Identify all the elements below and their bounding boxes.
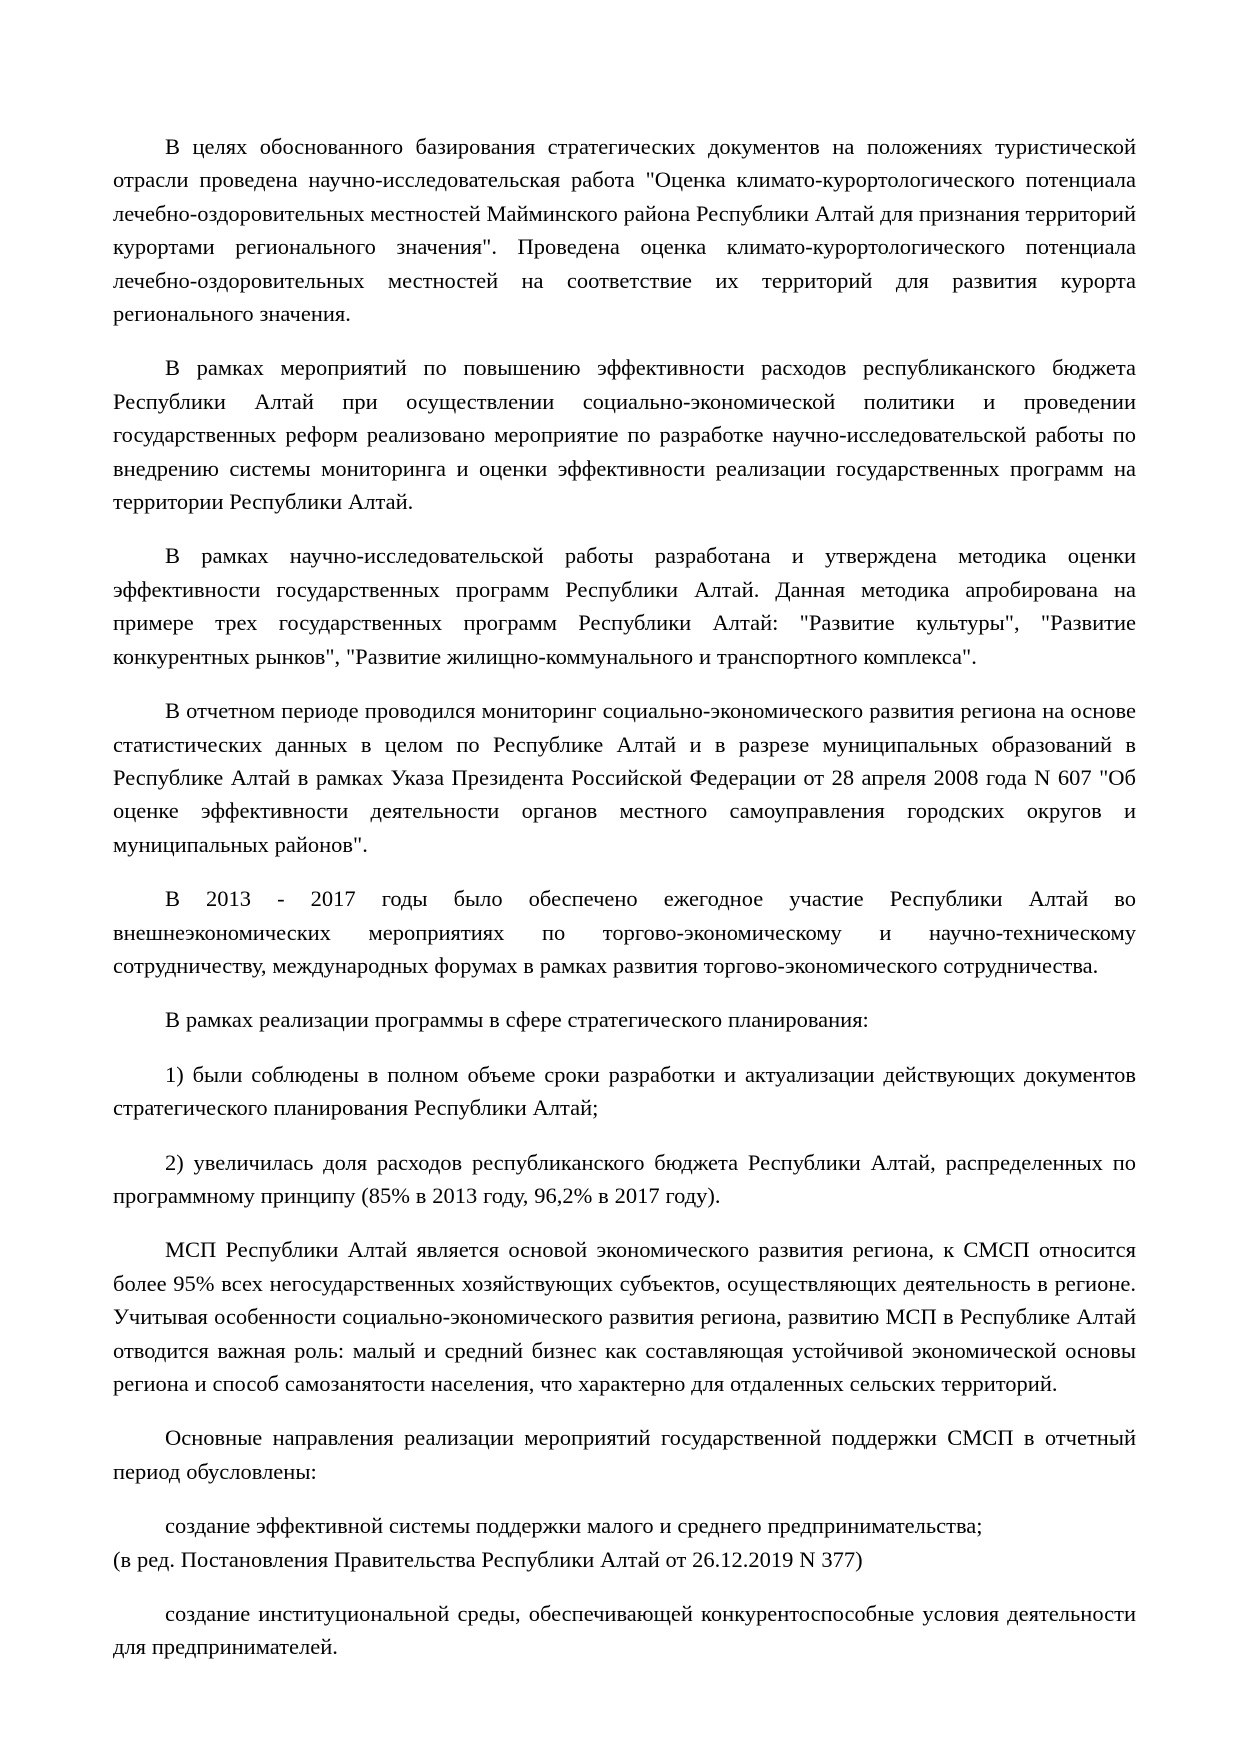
- paragraph-tourism-research: В целях обоснованного базирования стратегических документов на положениях туристической отрасли проведена научно-исследовательская работа "Оценка климато-курортологического потенциала лечебно-оздоровительных местностей Майминского района Республики Алтай для признания территорий курортами регионального значения". Проведена оценка климато-курортологического потенциала лечебно-оздоровительных местностей на соответствие их территорий для развития курорта регионального значения.: [113, 134, 1136, 327]
- list-item-1: 1) были соблюдены в полном объеме сроки разработки и актуализации действующих документов стратегического планирования Республики Алтай;: [113, 1061, 1136, 1121]
- paragraph-methodology: В рамках научно-исследовательской работы разработана и утверждена методика оценки эффективности государственных программ Республики Алтай. Данная методика апробирована на примере трех государственных программ Республики Алтай: "Развитие культуры", "Развитие конкурентных рынков", "Развитие жилищно-коммунального и транспортного комплекса".: [113, 543, 1136, 669]
- paragraph-main-directions: Основные направления реализации мероприятий государственной поддержки СМСП в отчетный период обусловлены:: [113, 1425, 1136, 1484]
- list-item-2: 2) увеличилась доля расходов республиканского бюджета Республики Алтай, распределенных по программному принципу (85% в 2013 году, 96,2% в 2017 году).: [113, 1149, 1136, 1208]
- paragraph-amendment-note: (в ред. Постановления Правительства Республики Алтай от 26.12.2019 N 377): [113, 1546, 863, 1572]
- paragraph-institutional: создание институциональной среды, обеспечивающей конкурентоспособные условия деятельности для предпринимателей.: [113, 1601, 1136, 1660]
- paragraph-support-system: создание эффективной системы поддержки малого и среднего предпринимательства;: [165, 1513, 983, 1539]
- paragraph-2013-2017: В 2013 - 2017 годы было обеспечено ежегодное участие Республики Алтай во внешнеэкономических мероприятиях по торгово-экономическому и научно-техническому сотрудничеству, международных форумах в рамках развития торгово-экономического сотрудничества.: [113, 886, 1136, 978]
- paragraph-msp: МСП Республики Алтай является основой экономического развития региона, к СМСП относится более 95% всех негосударственных хозяйствующих субъектов, осуществляющих деятельность в регионе. Учитывая особенности социально-экономического развития региона, развитию МСП в Республике Алтай отводится важная роль: малый и средний бизнес как составляющая устойчивой экономической основы региона и способ самозанятости населения, что характерно для отдаленных сельских территорий.: [113, 1237, 1136, 1396]
- paragraph-budget-efficiency: В рамках мероприятий по повышению эффективности расходов республиканского бюджета Республики Алтай при осуществлении социально-экономической политики и проведении государственных реформ реализовано мероприятие по разработке научно-исследовательской работы по внедрению системы мониторинга и оценки эффективности реализации государственных программ на территории Республики Алтай.: [113, 355, 1136, 515]
- document-body: [113, 130, 1136, 1664]
- paragraph-monitoring-period: В отчетном периоде проводился мониторинг социально-экономического развития региона на основе статистических данных в целом по Республике Алтай и в разрезе муниципальных образований в Республике Алтай в рамках Указа Президента Российской Федерации от 28 апреля 2008 года N 607 "Об оценке эффективности деятельности органов местного самоуправления городских округов и муниципальных районов".: [113, 698, 1136, 857]
- paragraph-strategic-planning-intro: В рамках реализации программы в сфере стратегического планирования:: [165, 1007, 869, 1033]
